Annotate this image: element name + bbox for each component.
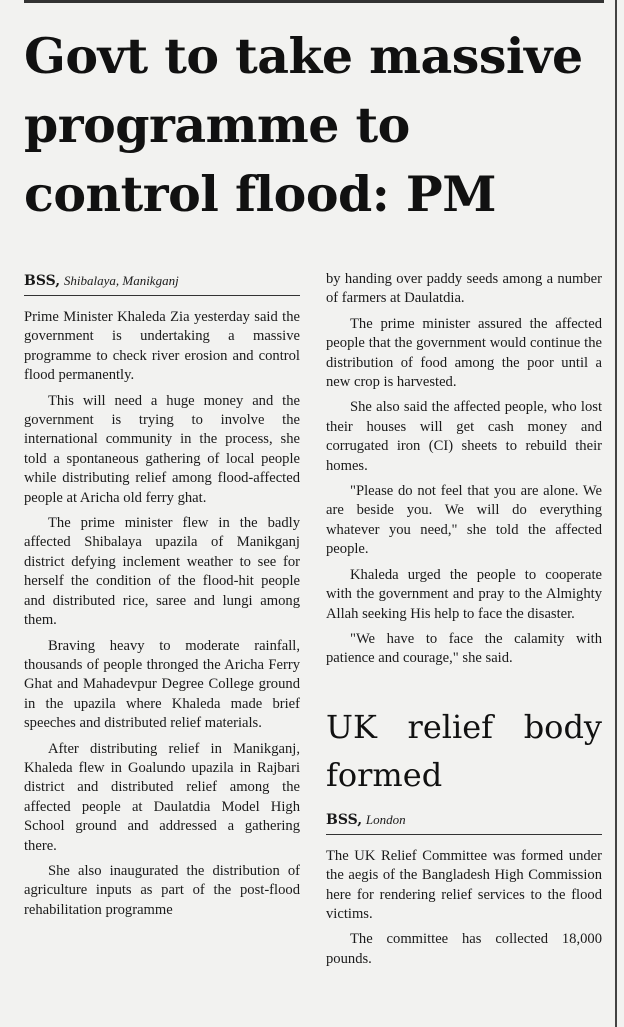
paragraph: This will need a huge money and the government is trying to involve the international community in the process, she told a spontaneous gathering of local people while distributing relief among flood-affected people at Aricha old ferry ghat. xyxy=(24,392,300,506)
paragraph: by handing over paddy seeds among a number of farmers at Daulatdia. xyxy=(326,271,602,307)
column-rule xyxy=(615,0,617,1027)
top-rule xyxy=(24,0,604,3)
byline-rule xyxy=(326,834,602,835)
paragraph: The UK Relief Committee was formed under the aegis of the Bangladesh High Commission here for rendering relief services to the flood victims. xyxy=(326,847,602,922)
byline-place: London xyxy=(365,811,406,827)
byline xyxy=(24,270,300,292)
byline-rule xyxy=(24,295,300,296)
byline-agency: BSS, xyxy=(326,811,363,828)
column-right xyxy=(326,270,602,975)
paragraph: She also said the affected people, who lost their houses will get cash money and corrugated iron (CI) sheets to rebuild their homes. xyxy=(326,399,602,474)
paragraph: She also inaugurated the distribution of agriculture inputs as part of the post-flood rehabilitation programme xyxy=(24,862,300,918)
column-left xyxy=(24,270,300,926)
paragraph: The prime minister assured the affected people that the government would continue the distribution of food among the poor until a new crop is harvested. xyxy=(326,315,602,391)
byline xyxy=(326,809,602,831)
paragraph: "Please do not feel that you are alone. We are beside you. We will do everything whatever you need," she told the affected people. xyxy=(326,483,602,558)
paragraph: Khaleda urged the people to cooperate with the government and pray to the Almighty Allah seeking His help to face the disaster. xyxy=(326,566,602,622)
paragraph: "We have to face the calamity with patience and courage," she said. xyxy=(326,630,602,667)
paragraph: The committee has collected 18,000 pounds. xyxy=(326,931,602,967)
paragraph: Prime Minister Khaleda Zia yesterday said the government is undertaking a massive programme to check river erosion and control flood permanently. xyxy=(24,309,300,384)
paragraph: After distributing relief in Manikganj, Khaleda flew in Goalundo upazila in Rajbari district and distributed relief among the affected people at Daulatdia Model High School ground and addressed a gathering there. xyxy=(24,740,300,854)
paragraph: The prime minister flew in the badly affected Shibalaya upazila of Manikganj district defying inclement weather to see for herself the condition of the flood-hit people and distributed rice, saree and lungi among them. xyxy=(24,515,300,629)
main-headline: Govt to take massive programme to control flood: PM xyxy=(24,27,583,223)
byline-agency: BSS, xyxy=(24,273,61,289)
secondary-headline: UK relief body formed xyxy=(326,707,602,794)
byline-place: Shibalaya, Manikganj xyxy=(63,273,179,288)
paragraph: Braving heavy to moderate rainfall, thousands of people thronged the Aricha Ferry Ghat and Mahadevpur Degree College ground in the upazila where Khaleda made brief speeches and distributed relief materials. xyxy=(24,637,300,732)
